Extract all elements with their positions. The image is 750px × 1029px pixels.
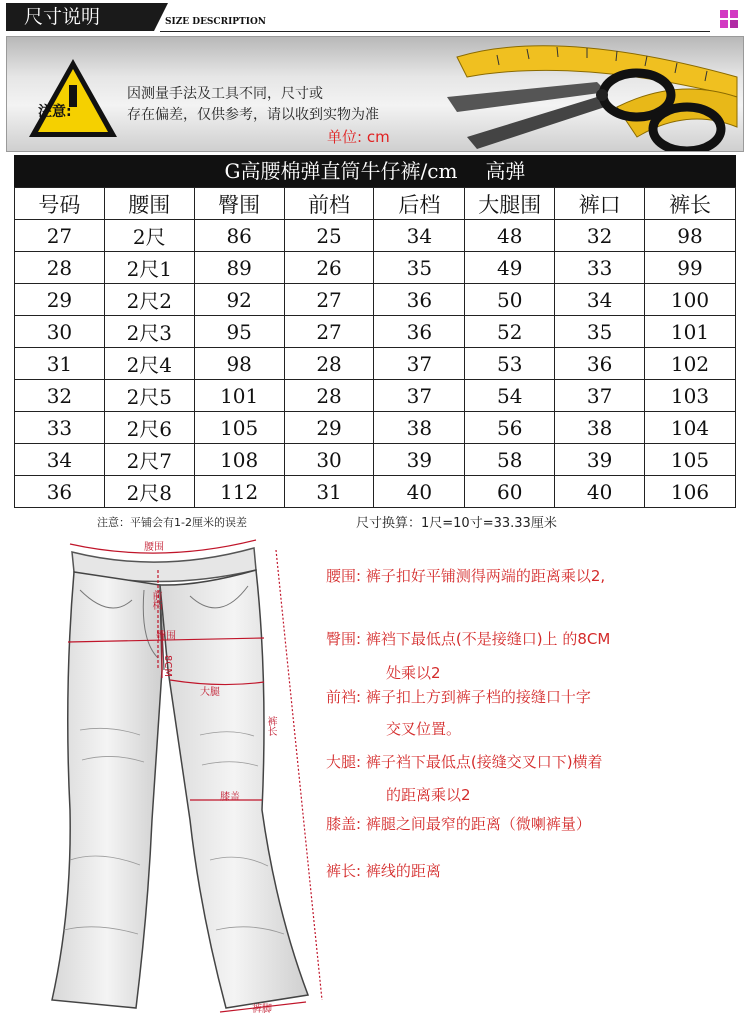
table-cell: 58 xyxy=(465,444,555,476)
table-cell: 36 xyxy=(15,476,105,508)
measure-waist: 腰围: 裤子扣好平铺测得两端的距离乘以2, xyxy=(326,567,606,585)
measure-front-rise-cont: 交叉位置。 xyxy=(386,720,462,738)
table-cell: 37 xyxy=(555,380,645,412)
table-cell: 112 xyxy=(194,476,284,508)
table-cell: 35 xyxy=(555,316,645,348)
measure-hip-cont: 处乘以2 xyxy=(386,664,441,682)
table-row xyxy=(15,476,736,508)
table-cell: 52 xyxy=(465,316,555,348)
table-cell: 95 xyxy=(194,316,284,348)
table-cell: 101 xyxy=(645,316,736,348)
table-cell: 27 xyxy=(15,220,105,252)
table-cell: 48 xyxy=(465,220,555,252)
table-cell: 89 xyxy=(194,252,284,284)
table-cell: 2尺7 xyxy=(104,444,194,476)
table-cell: 30 xyxy=(284,444,374,476)
table-cell: 33 xyxy=(555,252,645,284)
table-cell: 29 xyxy=(284,412,374,444)
header-divider xyxy=(160,31,710,32)
header-front-rise: 前档 xyxy=(284,188,374,220)
table-cell: 99 xyxy=(645,252,736,284)
header-back-rise: 后档 xyxy=(374,188,465,220)
scissors-tape-measure-image xyxy=(437,37,744,152)
table-cell: 106 xyxy=(645,476,736,508)
table-cell: 105 xyxy=(194,412,284,444)
table-cell: 98 xyxy=(645,220,736,252)
table-cell: 100 xyxy=(645,284,736,316)
measure-knee: 膝盖: 裤腿之间最窄的距离（微喇裤量） xyxy=(326,815,591,833)
table-cell: 60 xyxy=(465,476,555,508)
table-cell: 2尺 xyxy=(104,220,194,252)
size-table-title xyxy=(14,155,736,187)
table-header-row xyxy=(15,188,736,220)
table-cell: 27 xyxy=(284,316,374,348)
table-cell: 37 xyxy=(374,380,465,412)
table-cell: 101 xyxy=(194,380,284,412)
header-length: 裤长 xyxy=(645,188,736,220)
grid-logo-icon xyxy=(720,10,738,28)
table-cell: 105 xyxy=(645,444,736,476)
table-cell: 26 xyxy=(284,252,374,284)
table-cell: 36 xyxy=(555,348,645,380)
measure-length: 裤长: 裤线的距离 xyxy=(326,862,441,880)
notice-text-line2: 存在偏差，仅供参考，请以收到实物为准 xyxy=(127,107,379,123)
table-cell: 56 xyxy=(465,412,555,444)
label-hem: 裤脚 xyxy=(252,1004,272,1015)
table-cell: 35 xyxy=(374,252,465,284)
table-cell: 38 xyxy=(555,412,645,444)
jeans-sketch xyxy=(40,530,340,1025)
table-cell: 28 xyxy=(284,380,374,412)
measure-thigh-cont: 的距离乘以2 xyxy=(386,786,471,804)
table-cell: 28 xyxy=(15,252,105,284)
label-hip: 臀围 xyxy=(156,631,176,642)
table-cell: 2尺8 xyxy=(104,476,194,508)
table-cell: 86 xyxy=(194,220,284,252)
table-cell: 31 xyxy=(15,348,105,380)
table-cell: 108 xyxy=(194,444,284,476)
table-cell: 34 xyxy=(15,444,105,476)
table-cell: 32 xyxy=(555,220,645,252)
table-cell: 50 xyxy=(465,284,555,316)
table-cell: 39 xyxy=(374,444,465,476)
table-cell: 102 xyxy=(645,348,736,380)
table-row xyxy=(15,380,736,412)
jeans-diagram xyxy=(40,530,340,1025)
table-cell: 2尺2 xyxy=(104,284,194,316)
size-table xyxy=(14,187,736,508)
table-cell: 2尺6 xyxy=(104,412,194,444)
table-cell: 103 xyxy=(645,380,736,412)
table-cell: 2尺3 xyxy=(104,316,194,348)
table-row xyxy=(15,252,736,284)
table-cell: 34 xyxy=(555,284,645,316)
section-header xyxy=(0,0,750,34)
table-cell: 32 xyxy=(15,380,105,412)
elasticity-label: 高弹 xyxy=(485,159,526,183)
warning-triangle-icon xyxy=(27,57,119,139)
table-cell: 40 xyxy=(555,476,645,508)
unit-conversion: 尺寸换算：1尺=10寸=33.33厘米 xyxy=(356,516,557,531)
header-leg-opening: 裤口 xyxy=(555,188,645,220)
table-row xyxy=(15,316,736,348)
table-cell: 40 xyxy=(374,476,465,508)
unit-label: 单位: cm xyxy=(327,128,390,146)
table-cell: 92 xyxy=(194,284,284,316)
label-waist: 腰围 xyxy=(144,542,164,553)
table-cell: 34 xyxy=(374,220,465,252)
table-cell: 2尺5 xyxy=(104,380,194,412)
table-cell: 25 xyxy=(284,220,374,252)
measure-hip: 臀围: 裤裆下最低点(不是接缝口)上 的8CM xyxy=(326,630,611,648)
table-cell: 2尺1 xyxy=(104,252,194,284)
notice-banner xyxy=(6,36,744,152)
measure-front-rise: 前裆: 裤子扣上方到裤子档的接缝口十字 xyxy=(326,688,591,706)
notice-text-line1: 因测量手法及工具不同，尺寸或 xyxy=(127,86,323,102)
table-cell: 36 xyxy=(374,284,465,316)
warning-label: 注意: xyxy=(38,104,72,120)
table-cell: 33 xyxy=(15,412,105,444)
table-footnote: 注意：平铺会有1-2厘米的误差 xyxy=(97,516,247,529)
table-row xyxy=(15,412,736,444)
table-row xyxy=(15,348,736,380)
table-cell: 49 xyxy=(465,252,555,284)
label-8cm: 8CM xyxy=(162,655,173,677)
header-hip: 臀围 xyxy=(194,188,284,220)
label-front-rise: 前档 xyxy=(150,590,161,610)
table-row xyxy=(15,444,736,476)
table-cell: 104 xyxy=(645,412,736,444)
table-cell: 28 xyxy=(284,348,374,380)
label-thigh: 大腿 xyxy=(200,687,220,698)
label-knee: 膝盖 xyxy=(220,792,240,803)
table-cell: 38 xyxy=(374,412,465,444)
section-subtitle: SIZE DESCRIPTION xyxy=(165,17,267,27)
table-cell: 31 xyxy=(284,476,374,508)
table-cell: 39 xyxy=(555,444,645,476)
table-cell: 27 xyxy=(284,284,374,316)
table-row xyxy=(15,284,736,316)
product-name: G高腰棉弹直筒牛仔裤/cm xyxy=(224,159,458,183)
table-cell: 98 xyxy=(194,348,284,380)
table-row xyxy=(15,220,736,252)
header-size: 号码 xyxy=(15,188,105,220)
header-waist: 腰围 xyxy=(104,188,194,220)
table-cell: 54 xyxy=(465,380,555,412)
table-cell: 29 xyxy=(15,284,105,316)
header-thigh: 大腿围 xyxy=(465,188,555,220)
label-length: 裤长 xyxy=(265,716,276,736)
table-cell: 53 xyxy=(465,348,555,380)
table-cell: 37 xyxy=(374,348,465,380)
table-cell: 36 xyxy=(374,316,465,348)
table-cell: 2尺4 xyxy=(104,348,194,380)
measure-thigh: 大腿: 裤子裆下最低点(接缝交叉口下)横着 xyxy=(326,753,603,771)
section-title: 尺寸说明 xyxy=(6,3,154,31)
table-cell: 30 xyxy=(15,316,105,348)
